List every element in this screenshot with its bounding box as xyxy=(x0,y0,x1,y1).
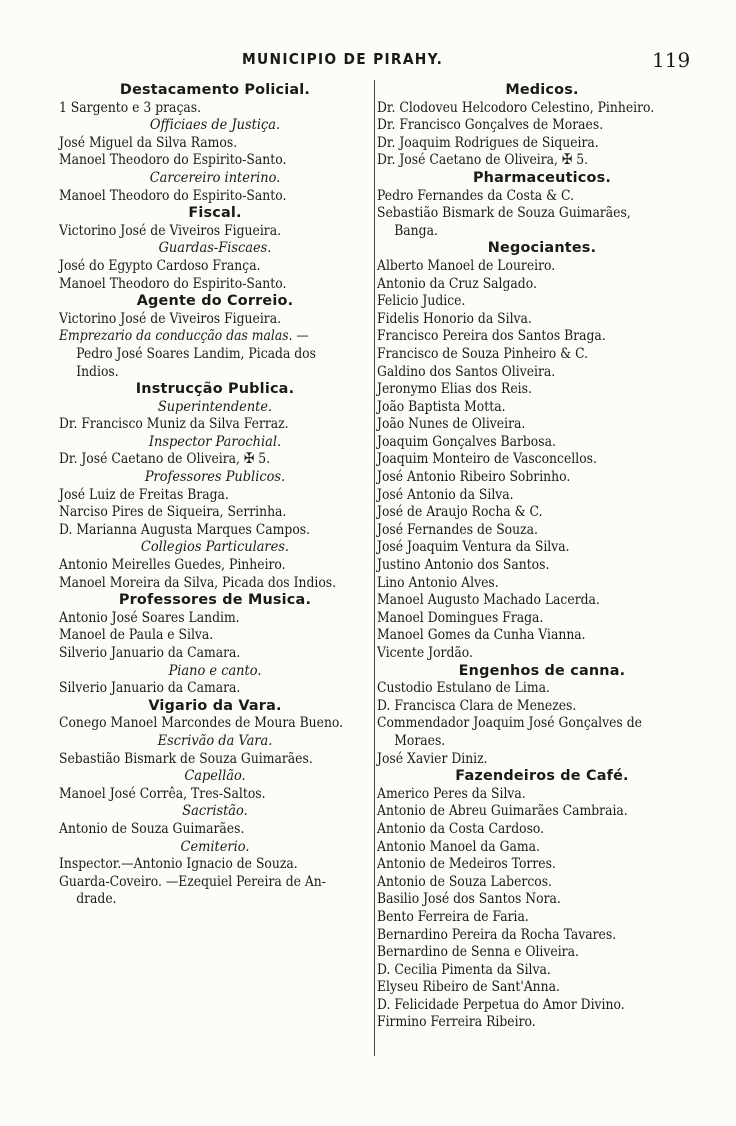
entry: Manoel Theodoro do Espirito-Santo. xyxy=(59,152,287,169)
subsection-heading: Carcereiro interino. xyxy=(149,169,281,186)
list-item: José Antonio Ribeiro Sobrinho. xyxy=(377,469,571,486)
section-heading: Fiscal. xyxy=(188,205,242,222)
list-item: Manoel Augusto Machado Lacerda. xyxy=(377,592,600,609)
entry: Inspector.—Antonio Ignacio de Souza. xyxy=(59,856,298,873)
list-item: Joaquim Gonçalves Barbosa. xyxy=(377,433,556,450)
left-column xyxy=(59,82,371,909)
entry: Custodio Estulano de Lima. xyxy=(377,680,550,697)
subsection-heading: Superintendente. xyxy=(157,398,273,415)
entry: Conego Manoel Marcondes de Moura Bueno. xyxy=(59,715,344,732)
entry: Dr. José Caetano de Oliveira, ✠ 5. xyxy=(377,152,589,169)
entry: Dr. Joaquim Rodrigues de Siqueira. xyxy=(377,134,599,151)
page-number: 119 xyxy=(652,48,691,72)
entry: Pedro Fernandes da Costa & C. xyxy=(377,187,575,204)
entry: 1 Sargento e 3 praças. xyxy=(59,99,202,116)
entry: Narciso Pires de Siqueira, Serrinha. xyxy=(59,504,287,521)
entry: D. Francisca Clara de Menezes. xyxy=(377,697,577,714)
list-item: Antonio da Costa Cardoso. xyxy=(377,820,545,837)
entry: Emprezario da conducção das malas. — xyxy=(59,328,309,345)
subsection-heading: Sacristão. xyxy=(182,803,248,820)
subsection-heading: Escrivão da Vara. xyxy=(157,732,273,749)
subsection-heading: Inspector Parochial. xyxy=(148,433,282,450)
entry: Sebastião Bismark de Souza Guimarães, xyxy=(377,205,631,222)
entry: Commendador Joaquim José Gonçalves de xyxy=(377,715,642,732)
list-item: Manoel Domingues Fraga. xyxy=(377,609,544,626)
entry: Dr. Clodoveu Helcodoro Celestino, Pinheiro. xyxy=(377,99,655,116)
entry: Pedro José Soares Landim, Picada dos xyxy=(76,345,316,362)
entry: Manoel Theodoro do Espirito-Santo. xyxy=(59,275,287,292)
list-item: José de Araujo Rocha & C. xyxy=(377,504,543,521)
entry: Manoel de Paula e Silva. xyxy=(59,627,214,644)
section-heading: Medicos. xyxy=(505,82,579,98)
section-heading: Pharmaceuticos. xyxy=(472,169,612,186)
subsection-heading: Collegios Particulares. xyxy=(140,539,290,556)
list-item: João Nunes de Oliveira. xyxy=(377,416,526,433)
list-item: Basilio José dos Santos Nora. xyxy=(377,891,561,908)
list-item: José Fernandes de Souza. xyxy=(377,521,538,538)
list-item: João Baptista Motta. xyxy=(377,398,506,415)
entry: Dr. Francisco Gonçalves de Moraes. xyxy=(377,117,604,134)
entry: Antonio de Souza Guimarães. xyxy=(59,820,245,837)
list-item: Antonio de Abreu Guimarães Cambraia. xyxy=(377,803,628,820)
list-item: Galdino dos Santos Oliveira. xyxy=(377,363,556,380)
list-item: Vicente Jordão. xyxy=(377,645,473,661)
entry: drade. xyxy=(76,891,117,908)
subsection-heading: Professores Publicos. xyxy=(144,469,286,486)
entry: Antonio José Soares Landim. xyxy=(59,609,240,626)
list-item: Lino Antonio Alves. xyxy=(377,574,499,591)
list-item: Francisco Pereira dos Santos Braga. xyxy=(377,328,606,345)
entry: Dr. Francisco Muniz da Silva Ferraz. xyxy=(59,416,289,433)
list-item: Felicio Judice. xyxy=(377,293,466,310)
entry: Guarda-Coveiro. —Ezequiel Pereira de An- xyxy=(59,873,326,890)
list-item: Bernardino de Senna e Oliveira. xyxy=(377,944,579,961)
section-heading: Professores de Musica. xyxy=(118,592,312,609)
section-heading: Vigario da Vara. xyxy=(148,697,282,714)
entry: Indios. xyxy=(76,363,119,380)
subsection-heading: Guardas-Fiscaes. xyxy=(158,240,272,257)
section-heading: Fazendeiros de Café. xyxy=(455,768,629,785)
list-item: Antonio de Souza Labercos. xyxy=(377,873,552,890)
list-item: Antonio Manoel da Gama. xyxy=(377,838,540,855)
section-heading: Destacamento Policial. xyxy=(119,82,311,98)
entry: Victorino José de Viveiros Figueira. xyxy=(59,310,282,327)
entry: D. Marianna Augusta Marques Campos. xyxy=(59,521,311,538)
list-item: Americo Peres da Silva. xyxy=(377,785,526,802)
list-item: Francisco de Souza Pinheiro & C. xyxy=(377,345,589,362)
entry: Moraes. xyxy=(394,732,446,749)
list-item: José Joaquim Ventura da Silva. xyxy=(377,539,570,556)
list-item: Antonio de Medeiros Torres. xyxy=(377,856,556,873)
subsection-heading: Piano e canto. xyxy=(168,662,262,679)
right-column xyxy=(377,82,707,1032)
entry: José Luiz de Freitas Braga. xyxy=(59,486,229,503)
subsection-heading: Officiaes de Justiça. xyxy=(149,117,281,134)
entry: Manoel José Corrêa, Tres-Saltos. xyxy=(59,785,266,802)
list-item: Bernardino Pereira da Rocha Tavares. xyxy=(377,926,617,943)
list-item: Alberto Manoel de Loureiro. xyxy=(377,257,556,274)
list-item: D. Felicidade Perpetua do Amor Divino. xyxy=(377,996,625,1013)
entry: Dr. José Caetano de Oliveira, ✠ 5. xyxy=(59,451,271,468)
list-item: Bento Ferreira de Faria. xyxy=(377,908,529,925)
list-item: Manoel Gomes da Cunha Vianna. xyxy=(377,627,586,644)
entry: Banga. xyxy=(394,222,438,239)
list-item: Joaquim Monteiro de Vasconcellos. xyxy=(377,451,597,468)
list-item: Justino Antonio dos Santos. xyxy=(377,557,550,574)
entry: Victorino José de Viveiros Figueira. xyxy=(59,222,282,239)
entry: Manoel Theodoro do Espirito-Santo. xyxy=(59,187,287,204)
page-title: MUNICIPIO DE PIRAHY. xyxy=(242,50,444,68)
list-item: Firmino Ferreira Ribeiro. xyxy=(377,1014,536,1031)
entry: José Xavier Diniz. xyxy=(377,750,488,767)
column-divider xyxy=(374,80,375,1056)
list-item: Elyseu Ribeiro de Sant'Anna. xyxy=(377,979,560,996)
list-item: Antonio da Cruz Salgado. xyxy=(377,275,537,292)
page-header xyxy=(0,50,736,74)
entry: Sebastião Bismark de Souza Guimarães. xyxy=(59,750,313,767)
subsection-heading: Cemiterio. xyxy=(180,838,250,855)
list-item: D. Cecilia Pimenta da Silva. xyxy=(377,961,551,978)
list-item: José Antonio da Silva. xyxy=(377,486,514,503)
entry: Silverio Januario da Camara. xyxy=(59,645,241,661)
section-heading: Engenhos de canna. xyxy=(458,662,626,679)
entry: Manoel Moreira da Silva, Picada dos Indios. xyxy=(59,574,337,591)
section-heading: Negociantes. xyxy=(487,240,597,257)
list-item: Fidelis Honorio da Silva. xyxy=(377,310,532,327)
list-item: Jeronymo Elias dos Reis. xyxy=(377,381,532,398)
entry: Silverio Januario da Camara. xyxy=(59,680,241,697)
entry: José Miguel da Silva Ramos. xyxy=(59,134,238,151)
section-heading: Instrucção Publica. xyxy=(135,381,295,398)
section-heading: Agente do Correio. xyxy=(136,293,294,310)
entry: José do Egypto Cardoso França. xyxy=(59,257,261,274)
entry: Antonio Meirelles Guedes, Pinheiro. xyxy=(59,557,286,574)
subsection-heading: Capellão. xyxy=(184,768,246,785)
